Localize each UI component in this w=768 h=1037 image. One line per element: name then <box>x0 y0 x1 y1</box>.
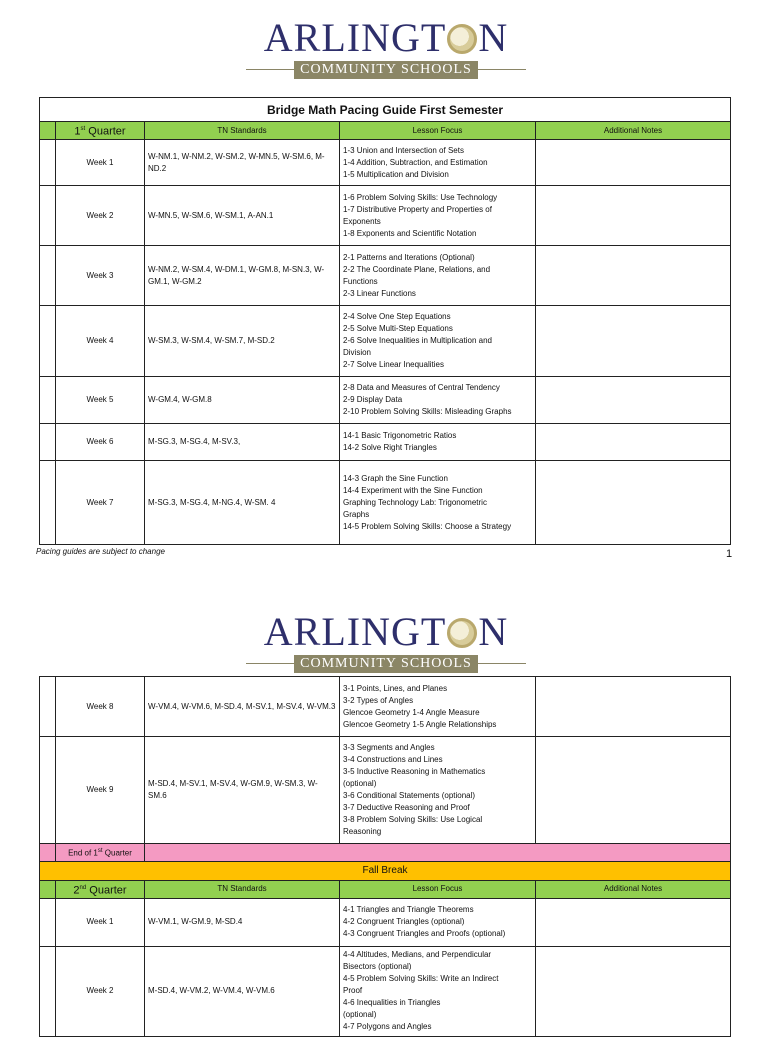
week-label: Week 3 <box>56 246 145 306</box>
row-spacer <box>40 898 56 946</box>
lesson-focus-cell <box>340 186 536 246</box>
lesson-focus-cell <box>340 306 536 377</box>
additional-notes-cell <box>536 898 731 946</box>
lesson-line: 14-2 Solve Right Triangles <box>343 443 437 452</box>
quarter-2-heading: 2nd Quarter <box>56 880 145 898</box>
logo-subtitle: COMMUNITY SCHOOLS <box>294 655 478 673</box>
lesson-line: 3-5 Inductive Reasoning in Mathematics <box>343 767 486 776</box>
header-tn-standards: TN Standards <box>145 122 340 140</box>
week-label: Week 4 <box>56 306 145 377</box>
lesson-line: 4-3 Congruent Triangles and Proofs (optional) <box>343 929 506 939</box>
lesson-focus-cell <box>340 246 536 306</box>
lesson-line: 2-5 Solve Multi-Step Equations <box>343 324 453 333</box>
school-logo <box>246 15 526 78</box>
lesson-line: 4-7 Polygons and Angles <box>343 1022 432 1032</box>
additional-notes-cell <box>536 377 731 424</box>
lesson-line: 14-3 Graph the Sine Function <box>343 473 448 483</box>
lesson-focus-cell <box>340 677 536 737</box>
lesson-line: Functions <box>343 276 378 286</box>
lesson-focus-cell <box>340 424 536 461</box>
row-spacer <box>40 186 56 246</box>
lesson-line: 4-5 Problem Solving Skills: Write an Indirect <box>343 974 499 984</box>
pacing-table-page1 <box>39 97 731 545</box>
lesson-line: 2-6 Solve Inequalities in Multiplication and <box>343 336 492 345</box>
header-spacer <box>40 122 56 140</box>
row-spacer <box>40 424 56 461</box>
lesson-line: 4-1 Triangles and Triangle Theorems <box>343 905 474 915</box>
additional-notes-cell <box>536 461 731 545</box>
page-number: 1 <box>726 548 733 560</box>
lesson-line: 3-6 Conditional Statements (optional) <box>343 791 476 800</box>
tn-standards-cell: W-GM.4, W-GM.8 <box>145 377 340 424</box>
tn-standards-cell: W-VM.1, W-GM.9, M-SD.4 <box>145 898 340 946</box>
row-spacer <box>40 677 56 737</box>
week-row <box>40 140 731 186</box>
logo-text-left: ARLINGT <box>263 609 447 654</box>
logo-text-left: ARLINGT <box>263 15 447 60</box>
lesson-line: (optional) <box>343 1010 377 1020</box>
globe-book-icon <box>447 618 477 648</box>
week-row <box>40 898 731 946</box>
lesson-line: Glencoe Geometry 1-4 Angle Measure <box>343 707 480 717</box>
logo-wordmark <box>246 15 526 60</box>
lesson-line: 14-4 Experiment with the Sine Function <box>343 485 483 495</box>
lesson-line: 1-5 Multiplication and Division <box>343 169 449 179</box>
lesson-line: Proof <box>343 986 363 996</box>
week-row <box>40 677 731 737</box>
document-title: Bridge Math Pacing Guide First Semester <box>40 98 731 122</box>
lesson-line: Exponents <box>343 216 381 226</box>
logo-subtitle: COMMUNITY SCHOOLS <box>294 61 478 79</box>
additional-notes-cell <box>536 737 731 844</box>
fall-break-row: Fall Break <box>40 861 731 880</box>
logo-text-right: N <box>478 15 509 60</box>
lesson-line: Bisectors (optional) <box>343 962 412 972</box>
row-spacer <box>40 377 56 424</box>
lesson-line: 4-2 Congruent Triangles (optional) <box>343 917 465 927</box>
week-row <box>40 424 731 461</box>
week-label: Week 6 <box>56 424 145 461</box>
row-spacer <box>40 140 56 186</box>
additional-notes-cell <box>536 677 731 737</box>
lesson-line: 3-1 Points, Lines, and Planes <box>343 683 448 693</box>
lesson-line: 4-4 Altitudes, Medians, and Perpendicular <box>343 950 492 960</box>
lesson-line: 14-1 Basic Trigonometric Ratios <box>343 431 457 440</box>
end-of-quarter-label: End of 1st Quarter <box>56 844 145 862</box>
additional-notes-cell <box>536 246 731 306</box>
week-label: Week 2 <box>56 946 145 1036</box>
lesson-line: Reasoning <box>343 827 382 836</box>
tn-standards-cell: W-MN.5, W-SM.6, W-SM.1, A-AN.1 <box>145 186 340 246</box>
lesson-line: Division <box>343 348 372 357</box>
lesson-line: Graphing Technology Lab: Trigonometric <box>343 497 487 507</box>
lesson-focus-cell <box>340 140 536 186</box>
lesson-line: 2-4 Solve One Step Equations <box>343 312 451 321</box>
lesson-line: 4-6 Inequalities in Triangles <box>343 998 441 1008</box>
lesson-line: 3-2 Types of Angles <box>343 695 414 705</box>
row-spacer <box>40 844 56 862</box>
lesson-line: 1-6 Problem Solving Skills: Use Technology <box>343 192 498 202</box>
header-tn-standards: TN Standards <box>145 880 340 898</box>
lesson-line: 14-5 Problem Solving Skills: Choose a Strategy <box>343 521 512 531</box>
lesson-line: 3-4 Constructions and Lines <box>343 755 443 764</box>
lesson-line: 3-7 Deductive Reasoning and Proof <box>343 803 470 812</box>
lesson-line: 2-2 The Coordinate Plane, Relations, and <box>343 264 491 274</box>
lesson-focus-cell <box>340 737 536 844</box>
row-spacer <box>40 306 56 377</box>
lesson-line: 2-7 Solve Linear Inequalities <box>343 360 444 369</box>
lesson-focus-cell <box>340 461 536 545</box>
week-row <box>40 461 731 545</box>
week-label: Week 2 <box>56 186 145 246</box>
week-label: Week 9 <box>56 737 145 844</box>
lesson-line: 2-10 Problem Solving Skills: Misleading Graphs <box>343 407 512 416</box>
week-row <box>40 737 731 844</box>
additional-notes-cell <box>536 140 731 186</box>
lesson-focus-cell <box>340 898 536 946</box>
lesson-line: Graphs <box>343 509 370 519</box>
additional-notes-cell <box>536 186 731 246</box>
header-additional-notes: Additional Notes <box>536 122 731 140</box>
header-lesson-focus: Lesson Focus <box>340 122 536 140</box>
lesson-line: 3-3 Segments and Angles <box>343 743 435 752</box>
week-row <box>40 946 731 1036</box>
week-row <box>40 186 731 246</box>
additional-notes-cell <box>536 946 731 1036</box>
lesson-line: 2-1 Patterns and Iterations (Optional) <box>343 252 475 262</box>
lesson-line: 1-7 Distributive Property and Properties of <box>343 204 492 214</box>
pacing-table-page2 <box>39 676 731 1037</box>
tn-standards-cell: W-NM.2, W-SM.4, W-DM.1, W-GM.8, M-SN.3, W-GM.1, W-GM.2 <box>145 246 340 306</box>
lesson-line: 1-8 Exponents and Scientific Notation <box>343 228 477 238</box>
additional-notes-cell <box>536 306 731 377</box>
lesson-line: 2-9 Display Data <box>343 395 403 404</box>
week-row <box>40 306 731 377</box>
row-spacer <box>40 246 56 306</box>
quarter-1-heading: 1st Quarter <box>56 122 145 140</box>
footer-note: Pacing guides are subject to change <box>36 547 165 556</box>
week-label: Week 8 <box>56 677 145 737</box>
lesson-focus-cell <box>340 377 536 424</box>
lesson-line: 2-8 Data and Measures of Central Tendency <box>343 383 500 392</box>
lesson-line: Glencoe Geometry 1-5 Angle Relationships <box>343 719 497 729</box>
lesson-line: 1-3 Union and Intersection of Sets <box>343 145 464 155</box>
header-additional-notes: Additional Notes <box>536 880 731 898</box>
tn-standards-cell: M-SD.4, M-SV.1, M-SV.4, W-GM.9, W-SM.3, W-SM.6 <box>145 737 340 844</box>
additional-notes-cell <box>536 424 731 461</box>
tn-standards-cell: W-SM.3, W-SM.4, W-SM.7, M-SD.2 <box>145 306 340 377</box>
tn-standards-cell: W-VM.4, W-VM.6, M-SD.4, M-SV.1, M-SV.4, W-VM.3 <box>145 677 340 737</box>
lesson-focus-cell <box>340 946 536 1036</box>
lesson-line: (optional) <box>343 779 377 788</box>
tn-standards-cell: M-SG.3, M-SG.4, M-SV.3, <box>145 424 340 461</box>
logo-text-right: N <box>478 609 509 654</box>
week-label: Week 1 <box>56 140 145 186</box>
row-spacer <box>40 946 56 1036</box>
header-lesson-focus: Lesson Focus <box>340 880 536 898</box>
globe-book-icon <box>447 24 477 54</box>
lesson-line: 3-8 Problem Solving Skills: Use Logical <box>343 815 483 824</box>
lesson-line: 2-3 Linear Functions <box>343 288 416 298</box>
week-label: Week 1 <box>56 898 145 946</box>
tn-standards-cell: M-SG.3, M-SG.4, M-NG.4, W-SM. 4 <box>145 461 340 545</box>
week-label: Week 5 <box>56 377 145 424</box>
school-logo-page2 <box>246 609 526 672</box>
row-spacer <box>40 461 56 545</box>
header-spacer <box>40 880 56 898</box>
week-row <box>40 377 731 424</box>
row-spacer <box>40 737 56 844</box>
tn-standards-cell: M-SD.4, W-VM.2, W-VM.4, W-VM.6 <box>145 946 340 1036</box>
lesson-line: 1-4 Addition, Subtraction, and Estimation <box>343 157 488 167</box>
week-row <box>40 246 731 306</box>
week-label: Week 7 <box>56 461 145 545</box>
logo-wordmark <box>246 609 526 654</box>
tn-standards-cell: W-NM.1, W-NM.2, W-SM.2, W-MN.5, W-SM.6, M-ND.2 <box>145 140 340 186</box>
end-of-quarter-fill <box>145 844 731 862</box>
